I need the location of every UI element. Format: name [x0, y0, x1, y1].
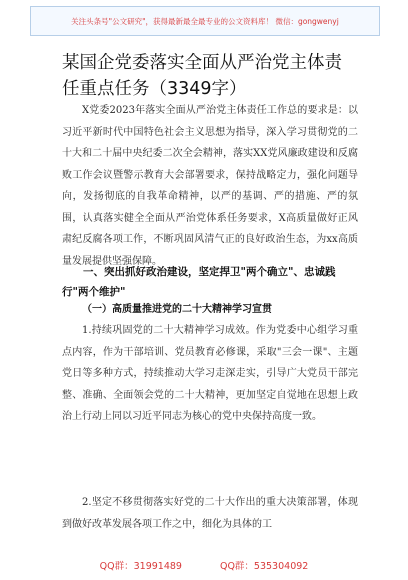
intro-paragraph: X党委2023年落实全面从严治党主体责任工作总的要求是：以习近平新时代中国特色社会主义思想为指导，深入学习贯彻党的二十大和二十届中央纪委二次全会精神，落实XX党风廉政建设和反腐败工作会议暨警示教育大会部署要求，保持战略定力，强化问题导向，发扬彻底的自我革命精神，以严的基调、严的措施、严的氛围，认真落实健全全面从严治党体系任务要求，X高质量做好正风肃纪反腐各项工作，不断巩固风清气正的良好政治生态，为xx高质量发展提供坚强保障。 [62, 105, 358, 267]
footer [0, 558, 408, 574]
banner-text: 关注头条号"公文研究"，获得最新最全最专业的公文资料库！ 微信：gongwenyj [71, 16, 339, 26]
top-banner [30, 6, 380, 36]
point-2-paragraph: 2.坚定不移贯彻落实好党的二十大作出的重大决策部署，体现到做好改革发展各项工作之中，细化为具体的工 [62, 497, 358, 530]
subsection-heading: （一）高质量推进党的二十大精神学习宣贯 [82, 304, 272, 315]
document-title: 某国企党委落实全面从严治党主体责任重点任务（3349字） [62, 53, 342, 99]
section-heading: 一、突出抓好政治建设，坚定捍卫"两个确立"、忠诚践行"两个维护" [62, 266, 336, 298]
footer-qq-group-1: QQ群：31991489 [99, 561, 182, 572]
footer-qq-group-2: QQ群：535304092 [219, 561, 309, 572]
point-1-paragraph: 1.持续巩固党的二十大精神学习成效。作为党委中心组学习重点内容，作为干部培训、党员教育必修课，采取"三会一课"、主题党日等多种方式，持续推动大学习走深走实，引导广大党员干部完整、准确、全面领会党的二十大精神，更加坚定自觉地在思想上政治上行动上同以习近平同志为核心的党中央保持高度一致。 [62, 325, 358, 422]
